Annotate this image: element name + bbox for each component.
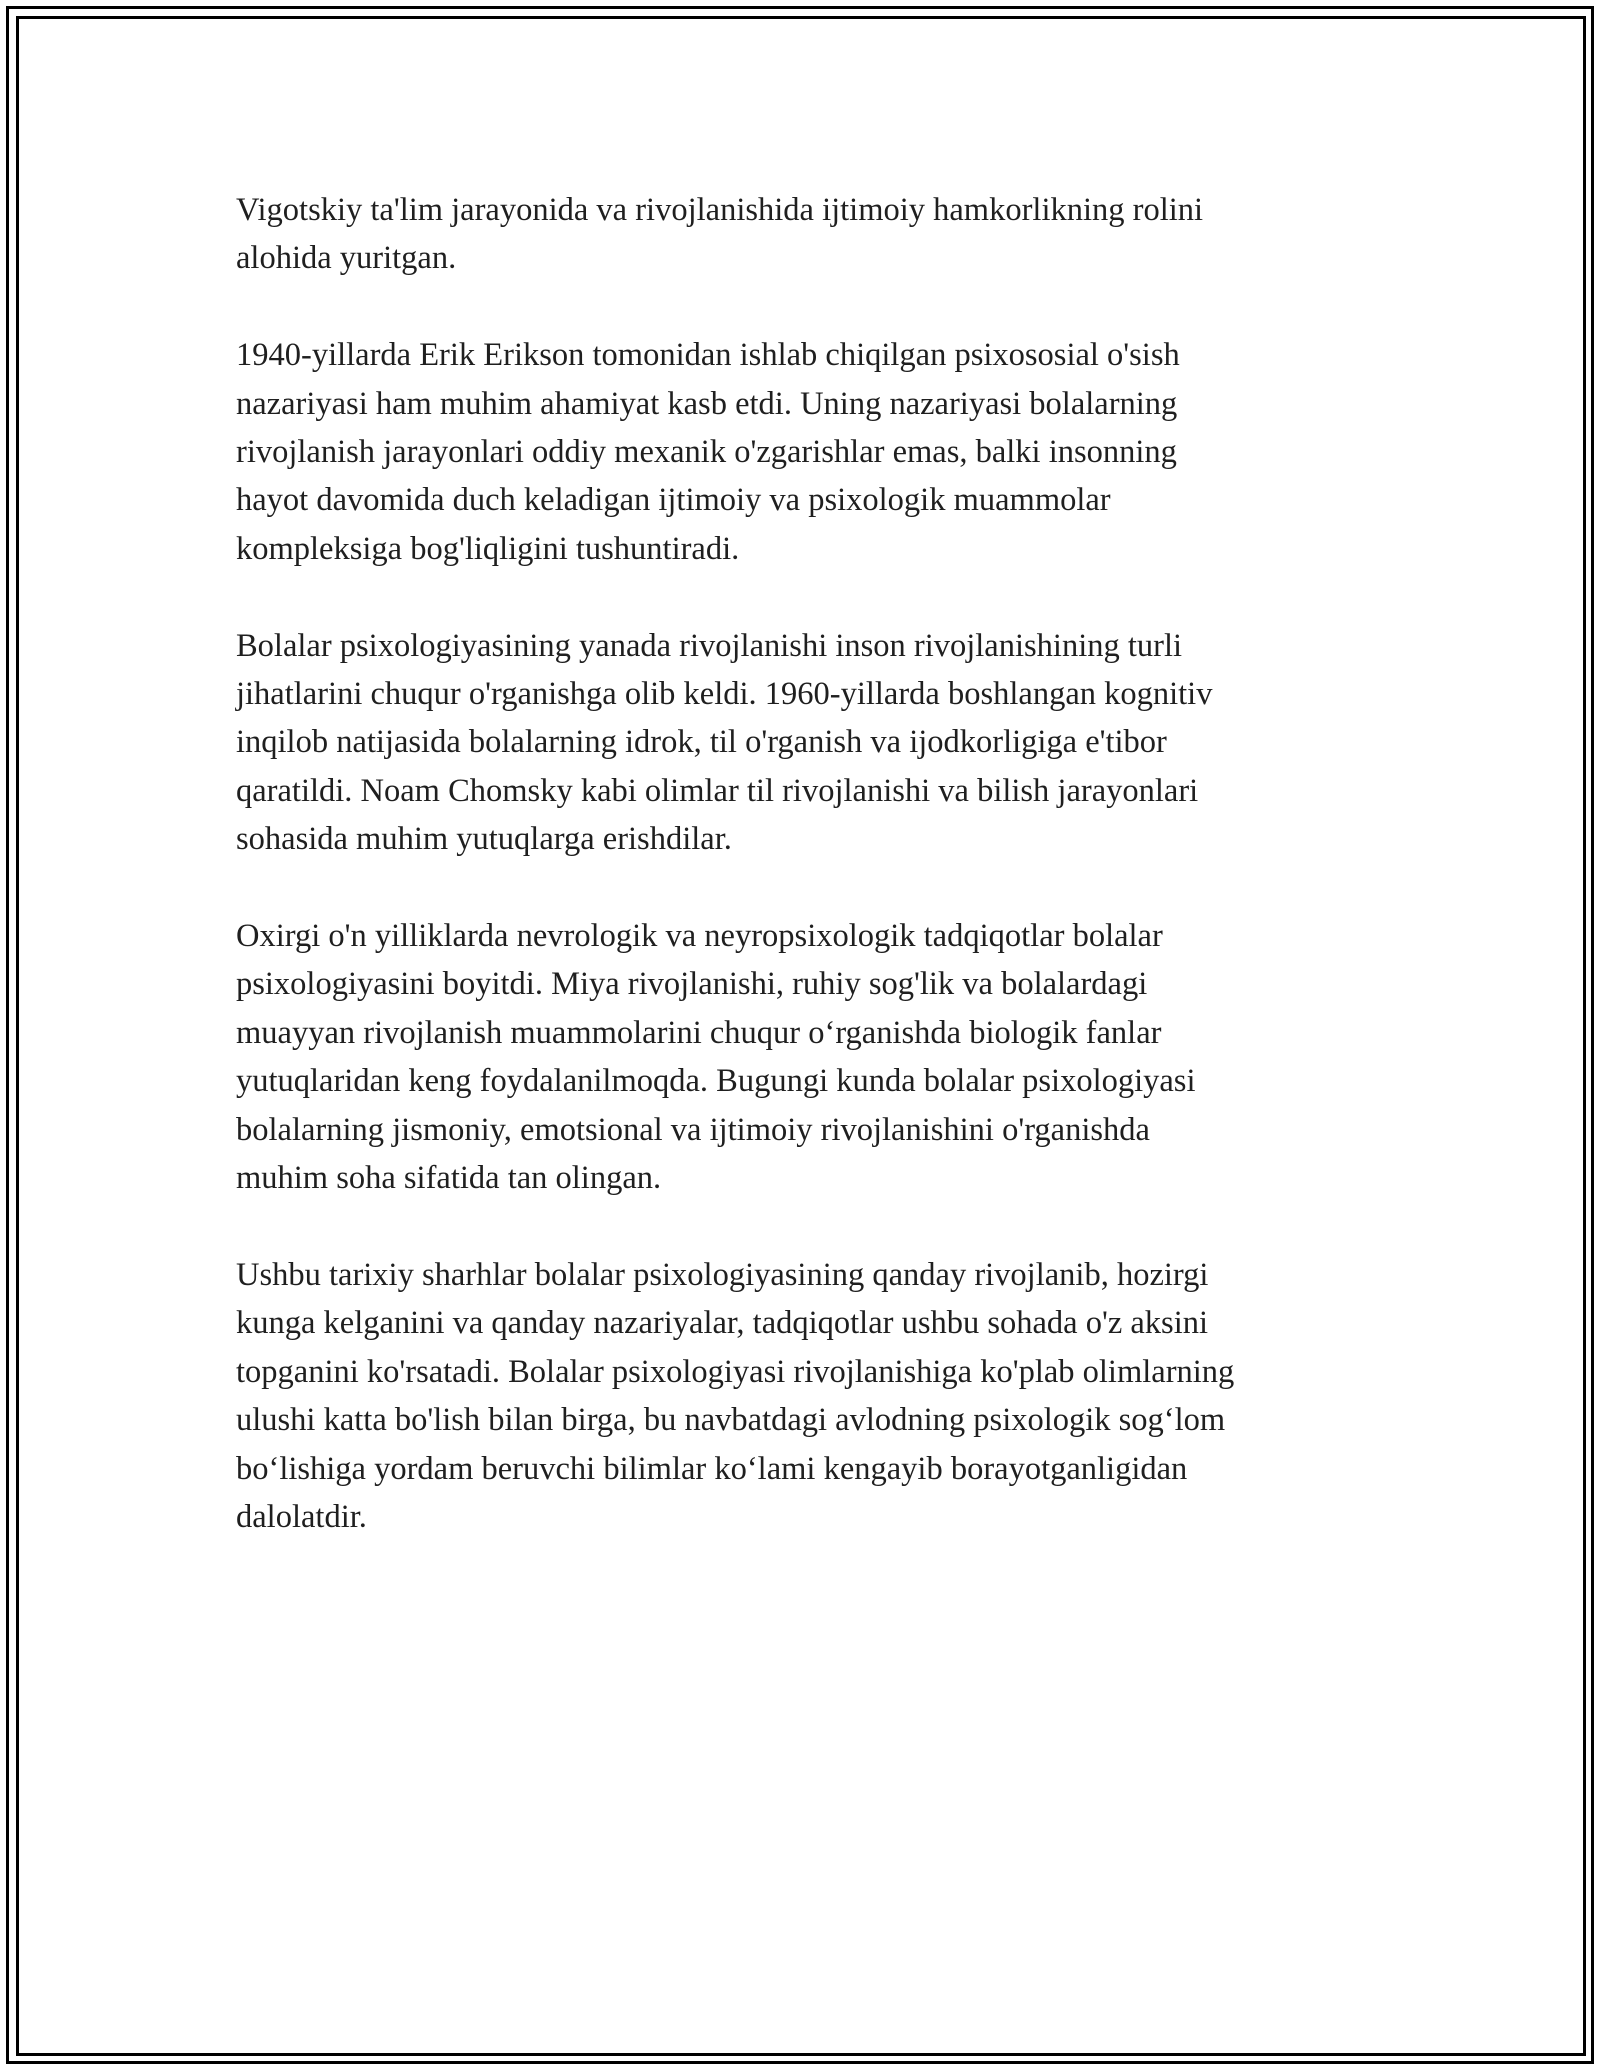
paragraph-cognitive-revolution: Bolalar psixologiyasining yanada rivojlanishi inson rivojlanishining turli jihatlarini chuqur o'rganishga olib keldi. 1960-yillarda boshlangan kognitiv inqilob natijasida bolalarning idrok, til o'rganish va ijodkorligiga e'tibor qaratildi. Noam Chomsky kabi olimlar til rivojlanishi va bilish jarayonlari sohasida muhim yutuqlarga erishdilar. [236,627,1213,858]
document-body [236,186,1386,1590]
paragraph-erikson: 1940-yillarda Erik Erikson tomonidan ishlab chiqilgan psixososial o'sish nazariyasi ham muhim ahamiyat kasb etdi. Uning nazariyasi bolalarning rivojlanish jarayonlari oddiy mexanik o'zgarishlar emas, balki insonning hayot davomida duch keladigan ijtimoiy va psixologik muammolar kompleksiga bog'liqligini tushuntiradi. [236,337,1180,567]
paragraph-neuropsychology: Oxirgi o'n yilliklarda nevrologik va neyropsixologik tadqiqotlar bolalar psixologiyasini boyitdi. Miya rivojlanishi, ruhiy sog'lik va bolalardagi muayyan rivojlanish muammolarini chuqur o‘rganishda biologik fanlar yutuqlaridan keng foydalanilmoqda. Bugungi kunda bolalar psixologiyasi bolalarning jismoniy, emotsional va ijtimoiy rivojlanishini o'rganishda muhim soha sifatida tan olingan. [236,918,1196,1197]
paragraph-vigotskiy: Vigotskiy ta'lim jarayonida va rivojlanishida ijtimoiy hamkorlikning rolini alohida yuritgan. [236,192,1204,277]
paragraph-conclusion: Ushbu tarixiy sharhlar bolalar psixologiyasining qanday rivojlanib, hozirgi kunga kelganini va qanday nazariyalar, tadqiqotlar ushbu sohada o'z aksini topganini ko'rsatadi. Bolalar psixologiyasi rivojlanishiga ko'plab olimlarning ulushi katta bo'lish bilan birga, bu navbatdagi avlodning psixologik sog‘lom bo‘lishiga yordam beruvchi bilimlar ko‘lami kengayib borayotganligidan dalolatdir. [236,1256,1235,1535]
